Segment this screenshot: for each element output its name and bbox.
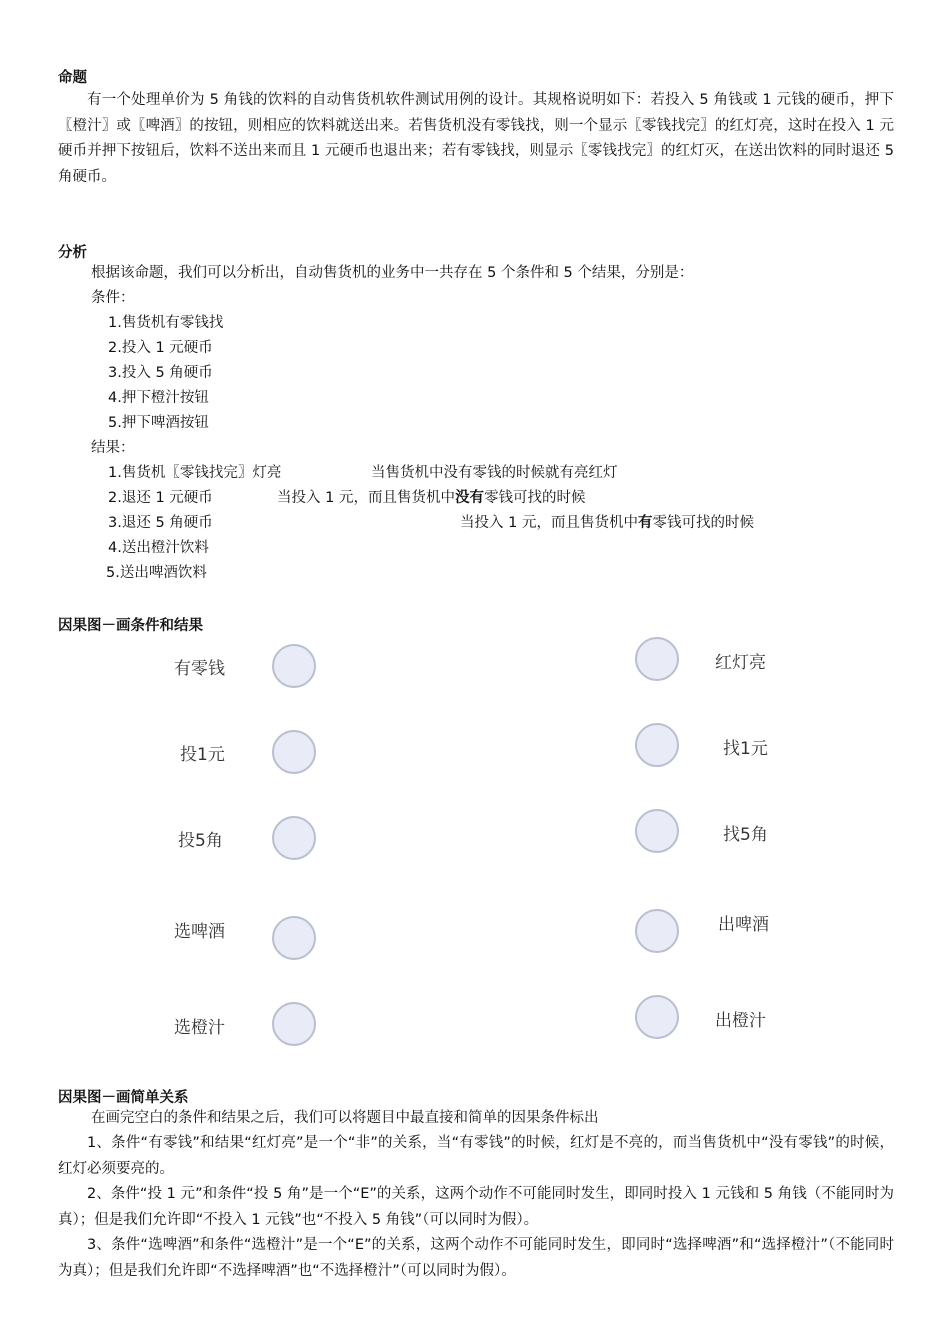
condition-item: 2.投入 1 元硬币 — [108, 340, 213, 356]
result-item: 3.退还 5 角硬币 — [108, 515, 213, 531]
section-title-proposition: 命题 — [58, 70, 87, 86]
conditions-label: 条件： — [91, 290, 135, 306]
cause-label: 投1元 — [180, 745, 225, 765]
relation-item: 2、条件“投 1 元”和条件“投 5 角”是一个“E”的关系，这两个动作不可能同时发生，即同时投入 1 元钱和 5 角钱（不能同时为真）；但是我们允许即“不投入 1 元钱”也“不投入 5 角钱”（可以同时为假）。 — [58, 1186, 894, 1228]
result-item: 4.送出橙汁饮料 — [108, 540, 209, 556]
effect-node — [635, 723, 679, 767]
effect-node — [635, 909, 679, 953]
proposition-body: 有一个处理单价为 5 角钱的饮料的自动售货机软件测试用例的设计。其规格说明如下：若投入 5 角钱或 1 元钱的硬币，押下〖橙汁〗或〖啤酒〗的按钮，则相应的饮料就送出来。若售货机没有零钱找，则一个显示〖零钱找完〗的红灯亮，这时在投入 1 元硬币并押下按钮后，饮料不送出来而且 1 元硬币也退出来；若有零钱找，则显示〖零钱找完〗的红灯灭，在送出饮料的同时退还 5 角硬币。 — [58, 92, 894, 185]
cause-node — [272, 916, 316, 960]
cause-label: 选啤酒 — [174, 922, 225, 942]
relations-intro: 在画完空白的条件和结果之后，我们可以将题目中最直接和简单的因果条件标出 — [91, 1110, 599, 1126]
analysis-intro: 根据该命题，我们可以分析出，自动售货机的业务中一共存在 5 个条件和 5 个结果，分别是： — [91, 265, 694, 281]
effect-label: 出橙汁 — [715, 1011, 766, 1031]
effect-label: 找1元 — [723, 739, 768, 759]
result-item: 2.退还 1 元硬币 — [108, 490, 213, 506]
result-note: 当投入 1 元，而且售货机中有零钱可找的时候 — [460, 515, 754, 531]
relation-item: 3、条件“选啤酒”和条件“选橙汁”是一个“E”的关系，这两个动作不可能同时发生，即同时“选择啤酒”和“选择橙汁”（不能同时为真）；但是我们允许即“不选择啤酒”也“不选择橙汁”（可以同时为假）。 — [58, 1237, 894, 1279]
cause-label: 投5角 — [178, 831, 223, 851]
results-label: 结果： — [91, 440, 135, 456]
condition-item: 3.投入 5 角硬币 — [108, 365, 213, 381]
cause-node — [272, 816, 316, 860]
effect-node — [635, 809, 679, 853]
effect-node — [635, 995, 679, 1039]
effect-label: 找5角 — [723, 825, 768, 845]
condition-item: 1.售货机有零钱找 — [108, 315, 224, 331]
effect-label: 红灯亮 — [715, 653, 766, 673]
result-item: 5.送出啤酒饮料 — [106, 565, 207, 581]
result-note: 当售货机中没有零钱的时候就有亮红灯 — [371, 465, 618, 481]
section-title-relations: 因果图－画简单关系 — [58, 1090, 189, 1106]
relation-item: 1、条件“有零钱”和结果“红灯亮”是一个“非”的关系，当“有零钱”的时候，红灯是不亮的，而当售货机中“没有零钱”的时候，红灯必须要亮的。 — [58, 1135, 894, 1177]
cause-label: 选橙汁 — [174, 1018, 225, 1038]
result-note: 当投入 1 元，而且售货机中没有零钱可找的时候 — [277, 490, 586, 506]
condition-item: 4.押下橙汁按钮 — [108, 390, 209, 406]
condition-item: 5.押下啤酒按钮 — [108, 415, 209, 431]
section-title-analysis: 分析 — [58, 245, 87, 261]
cause-label: 有零钱 — [174, 659, 225, 679]
cause-node — [272, 1002, 316, 1046]
section-title-diagram: 因果图－画条件和结果 — [58, 618, 203, 634]
cause-node — [272, 730, 316, 774]
effect-label: 出啤酒 — [718, 915, 769, 935]
result-item: 1.售货机〖零钱找完〗灯亮 — [108, 465, 282, 481]
effect-node — [635, 637, 679, 681]
cause-node — [272, 644, 316, 688]
